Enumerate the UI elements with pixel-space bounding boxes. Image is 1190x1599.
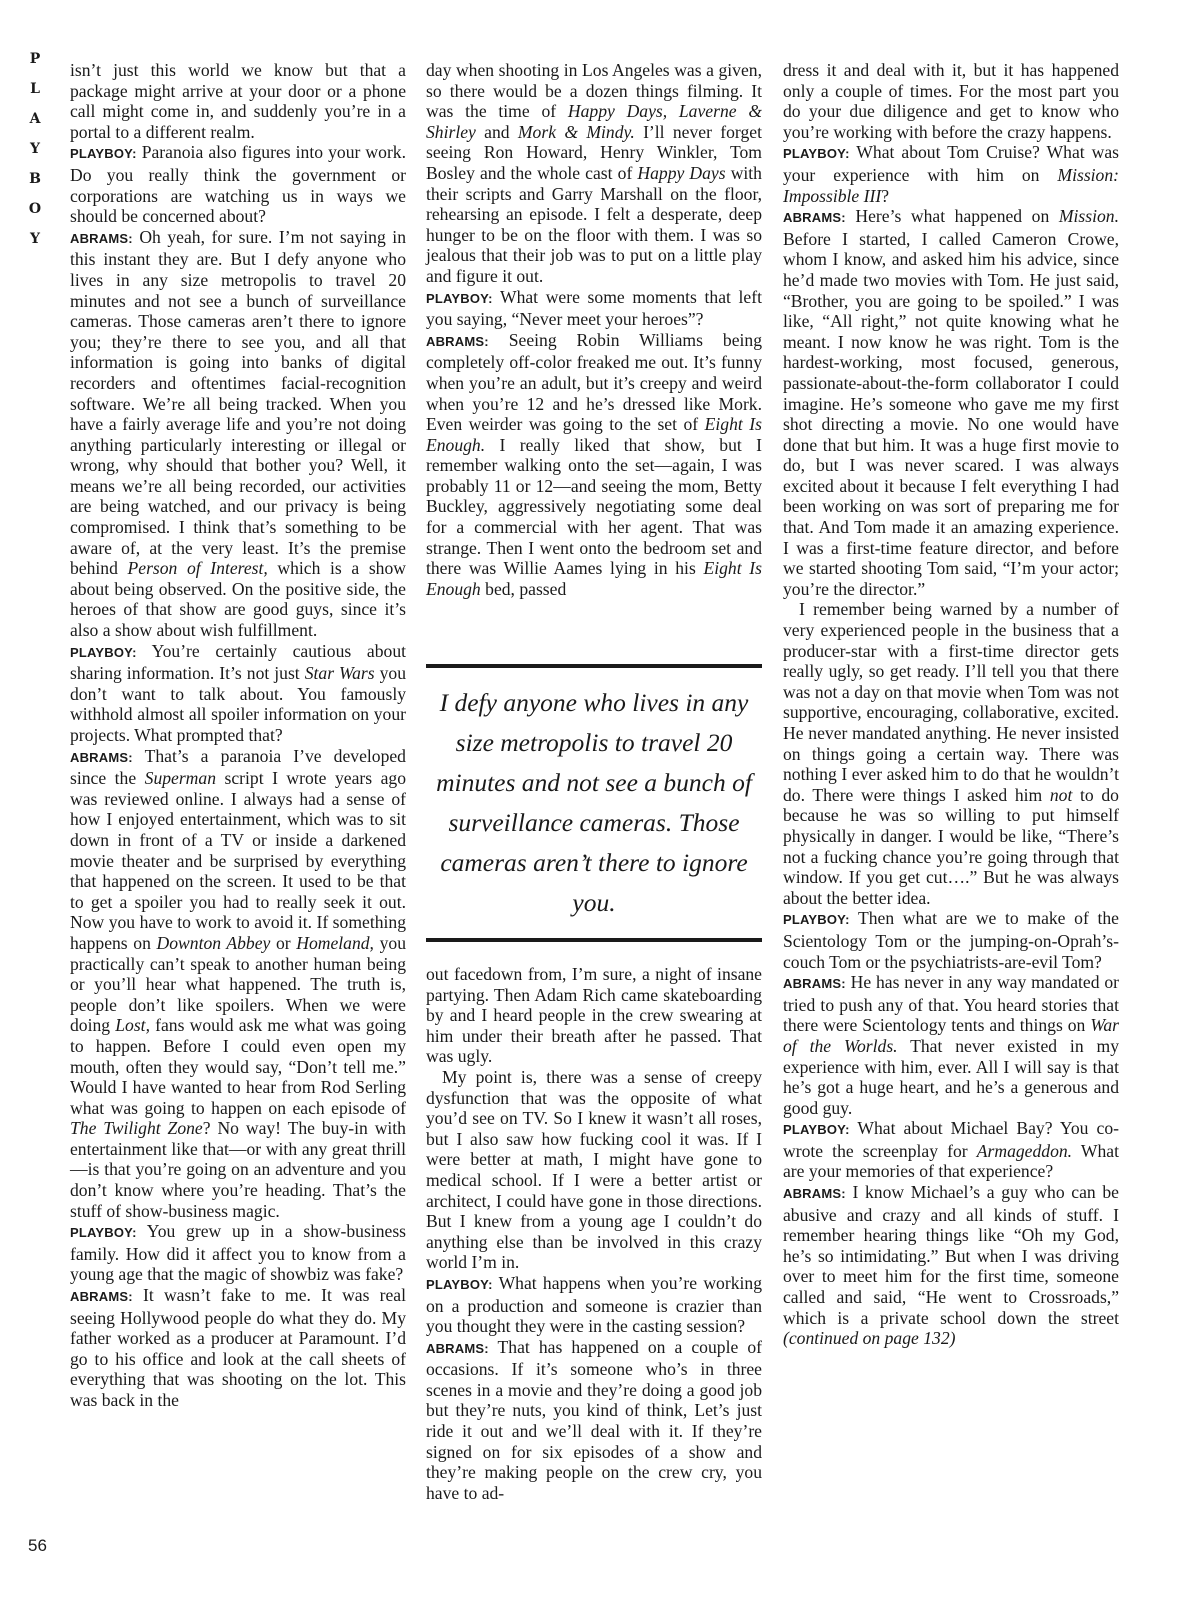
answer: ABRAMS: It wasn’t fake to me. It was real seeing Hollywood people do what they do. My father worked as a producer at Paramount. I’d go to his office and look at the call sheets of everything that was shooting on the lot. This was back in the [70, 1285, 406, 1410]
film-title: Superman [144, 768, 216, 789]
show-title: Eight Is Enough. [426, 414, 762, 455]
paragraph: dress it and deal with it, but it has happened only a couple of times. For the most part you do your due diligence and get to know who you’re working with before the crazy happens. [783, 60, 1119, 142]
question: PLAYBOY: What happens when you’re working on a production and someone is crazier than you thought they were in the casting session? [426, 1272, 762, 1337]
brand-letter: Y [30, 141, 40, 157]
brand-letter: B [29, 171, 41, 187]
show-title: Lost, [115, 1015, 150, 1036]
brand-letter: O [28, 201, 42, 217]
paragraph: out facedown from, I’m sure, a night of insane partying. Then Adam Rich came skateboarding by and I heard people in the crew swearing at him under their breath after he passed. That was ugly. [426, 964, 762, 1067]
speaker-label: PLAYBOY: [783, 1122, 850, 1138]
answer: ABRAMS: Here’s what happened on Mission. Before I started, I called Cameron Crowe, whom I know, and asked him his advice, since he’d made two movies with Tom. He just said, “Brother, you are going to be spoiled.” I was like, “All right,” not quite knowing what he meant. I now know he was right. Tom is the hardest-working, most focused, generous, passionate-about-the-form collaborator I could imagine. He’s someone who gave me my first shot directing a movie. No one would have done that but him. It was a huge first movie to do, but I was never scared. I was always excited about it because I felt everything I had been working on was sort of preparing me for that. And Tom made it an amazing experience. I was a first-time feature director, and before we started shooting Tom said, “I’m your actor; you’re the director.” [783, 206, 1119, 599]
question: PLAYBOY: You grew up in a show-business family. How did it affect you to know from a young age that the magic of showbiz was fake? [70, 1221, 407, 1285]
brand-letter: L [30, 81, 40, 97]
paragraph: isn’t just this world we know but that a package might arrive at your door or a phone call might come in, and suddenly you’re in a portal to a different realm. [70, 60, 406, 142]
film-title: Star Wars [304, 663, 375, 684]
page-number: 56 [28, 1536, 47, 1555]
speaker-label: PLAYBOY: [426, 290, 493, 306]
question: PLAYBOY: What were some moments that left you saying, “Never meet your heroes”? [426, 286, 762, 330]
speaker-label: PLAYBOY: [70, 1225, 137, 1241]
question: PLAYBOY: Paranoia also figures into your work. Do you really think the government or corporations are watching us in ways we should be concerned about? [70, 142, 406, 227]
speaker-label: PLAYBOY: [783, 912, 850, 928]
paragraph: I remember being warned by a number of very experienced people in the business that a producer-star with a first-time director gets really ugly, so get ready. I’ll tell you that there was not a day on that movie when Tom was not supportive, encouraging, collaborative, excited. He never mandated anything. He never insisted on things going a certain way. There was nothing I ever asked him to do that he wouldn’t do. There were things I asked him not to do because he was so willing to put himself physically in danger. I would be like, “There’s not a fucking chance you’re going through that window. If you get cut….” But he was always about the better idea. [783, 599, 1119, 908]
speaker-label: ABRAMS: [70, 230, 133, 246]
text-column-1 [70, 60, 406, 1411]
paragraph: My point is, there was a sense of creepy dysfunction that was the opposite of what you’d see on TV. So I knew it wasn’t all roses, but I also saw how fucking cool it was. If I were better at math, I might have gone to medical school. If I were a better artist or architect, I could have gone in those directions. But I knew from a young age I couldn’t do anything else than be involved in this crazy world I’m in. [426, 1066, 762, 1273]
speaker-label: ABRAMS: [783, 976, 846, 992]
question: PLAYBOY: What about Michael Bay? You co-wrote the screenplay for Armageddon. What are your memories of that experience? [783, 1118, 1119, 1182]
show-title: Happy Days [637, 162, 726, 183]
speaker-label: ABRAMS: [70, 749, 133, 765]
answer: ABRAMS: That’s a paranoia I’ve developed since the Superman script I wrote years ago was reviewed online. I always had a sense of how I enjoyed entertainment, which was to sit down in front of a TV or inside a darkened movie theater and be surprised by everything that happened on the screen. It used to be that to get a spoiler you had to really seek it out. Now you have to work to avoid it. If something happens on Downton Abbey or Homeland, you practically can’t speak to another human being or you’ll hear what happened. The truth is, people don’t like spoilers. When we were doing Lost, fans would ask me what was going to happen. Before I could even open my mouth, often they would say, “Don’t tell me.” Would I have wanted to hear from Rod Serling what was going to happen on each episode of The Twilight Zone? No way! The buy-in with entertainment like that—or with any great thrill—is that you’re going on an adventure and you don’t know where you’re heading. That’s the stuff of show-business magic. [70, 745, 406, 1221]
show-title: Mork & Mindy. [517, 121, 635, 142]
answer: ABRAMS: He has never in any way mandated or tried to push any of that. You heard stories that there were Scientology tents and things on War of the Worlds. That never existed in my experience with him, ever. All I will say is that he’s got a huge heart, and he’s a generous and good guy. [783, 972, 1119, 1118]
text-column-3 [783, 60, 1119, 1349]
speaker-label: ABRAMS: [783, 1186, 846, 1202]
show-title: The Twilight Zone [70, 1118, 203, 1139]
answer: ABRAMS: I know Michael’s a guy who can be abusive and crazy and all kinds of stuff. I remember hearing things like “Oh my God, he’s so intimidating.” But when I was driving over to meet him for the first time, someone called and said, “He went to Crossroads,” which is a private school down the street (continued on page 132) [783, 1182, 1119, 1349]
continued-note: (continued on page 132) [783, 1328, 956, 1349]
film-title: Mission: Impossible III [783, 164, 1119, 206]
magazine-brand-vertical [24, 44, 46, 254]
film-title: War of the Worlds. [783, 1015, 1119, 1056]
question: PLAYBOY: You’re certainly cautious about sharing information. It’s not just Star Wars you don’t want to talk about. You famously withhold almost all spoiler information on your projects. What prompted that? [70, 640, 406, 745]
answer: ABRAMS: That has happened on a couple of occasions. If it’s someone who’s in three scenes in a movie and they’re doing a good job but they’re nuts, you kind of think, Let’s just ride it out and we’ll deal with it. If they’re signed on for six episodes of a show and they’re making people on the crew cry, you have to ad- [426, 1336, 762, 1503]
question: PLAYBOY: What about Tom Cruise? What was your experience with him on Mission: Impossible III? [783, 142, 1119, 206]
paragraph: day when shooting in Los Angeles was a given, so there would be a dozen things filming. It was the time of Happy Days, Laverne & Shirley and Mork & Mindy. I’ll never forget seeing Ron Howard, Henry Winkler, Tom Bosley and the whole cast of Happy Days with their scripts and Garry Marshall on the floor, rehearsing an episode. I felt a desperate, deep hunger to be on the floor with them. I was so jealous that their job was to put on a little play and figure it out. [426, 60, 763, 286]
show-title: Person of Interest, [127, 558, 268, 579]
film-title: Mission. [1058, 206, 1119, 227]
emphasis: not [1049, 784, 1073, 805]
question: PLAYBOY: Then what are we to make of the Scientology Tom or the jumping-on-Oprah’s-couch Tom or the psychiatrists-are-evil Tom? [783, 908, 1119, 972]
show-title: Eight Is Enough [426, 558, 762, 599]
show-title: Homeland, [296, 932, 374, 953]
film-title: Armageddon. [976, 1140, 1073, 1161]
answer: ABRAMS: Seeing Robin Williams being completely off-color freaked me out. It’s funny when you’re an adult, but it’s creepy and weird when you’re 12 and he’s dressed like Mork. Even weirder was going to the set of Eight Is Enough. I really liked that show, but I remember walking onto the set—again, I was probably 11 or 12—and seeing the mom, Betty Buckley, aggressively negotiating some deal for a commercial with her agent. That was strange. Then I went onto the bedroom set and there was Willie Aames lying in his Eight Is Enough bed, passed [426, 329, 762, 599]
text-column-2-bottom [426, 964, 762, 1503]
text-column-2-top [426, 60, 762, 599]
show-title: Happy Days, Laverne & Shirley [426, 101, 763, 142]
speaker-label: PLAYBOY: [70, 146, 137, 162]
speaker-label: PLAYBOY: [426, 1276, 493, 1292]
brand-letter: Y [30, 231, 40, 247]
speaker-label: ABRAMS: [426, 333, 489, 349]
speaker-label: ABRAMS: [70, 1289, 133, 1305]
answer: ABRAMS: Oh yeah, for sure. I’m not saying in this instant they are. But I defy anyone who lives in any size metropolis to travel 20 minutes and not see a bunch of surveillance cameras. Those cameras aren’t there to ignore you; they’re there to see you, and all that information is going into banks of digital recorders and oftentimes facial-recognition software. We’re all being tracked. When you have a fairly average life and you’re not doing anything particularly interesting or illegal or wrong, why should that bother you? Well, it means we’re all being recorded, our activities are being watched, and our privacy is being compromised. I think that’s something to be aware of, at the very least. It’s the premise behind Person of Interest, which is a show about being observed. On the positive side, the heroes of that show are good guys, since it’s also a show about wish fulfillment. [70, 226, 406, 641]
speaker-label: PLAYBOY: [783, 146, 850, 162]
pull-quote-text: I defy anyone who lives in any size metropolis to travel 20 minutes and not see a bunch of surveillance cameras. Those cameras aren’t there to ignore you. [436, 688, 752, 917]
speaker-label: PLAYBOY: [70, 644, 137, 660]
speaker-label: ABRAMS: [783, 210, 846, 226]
brand-letter: P [29, 51, 41, 67]
pull-quote [426, 664, 762, 942]
speaker-label: ABRAMS: [426, 1340, 489, 1356]
show-title: Downton Abbey [156, 932, 271, 953]
brand-letter: A [29, 111, 41, 127]
